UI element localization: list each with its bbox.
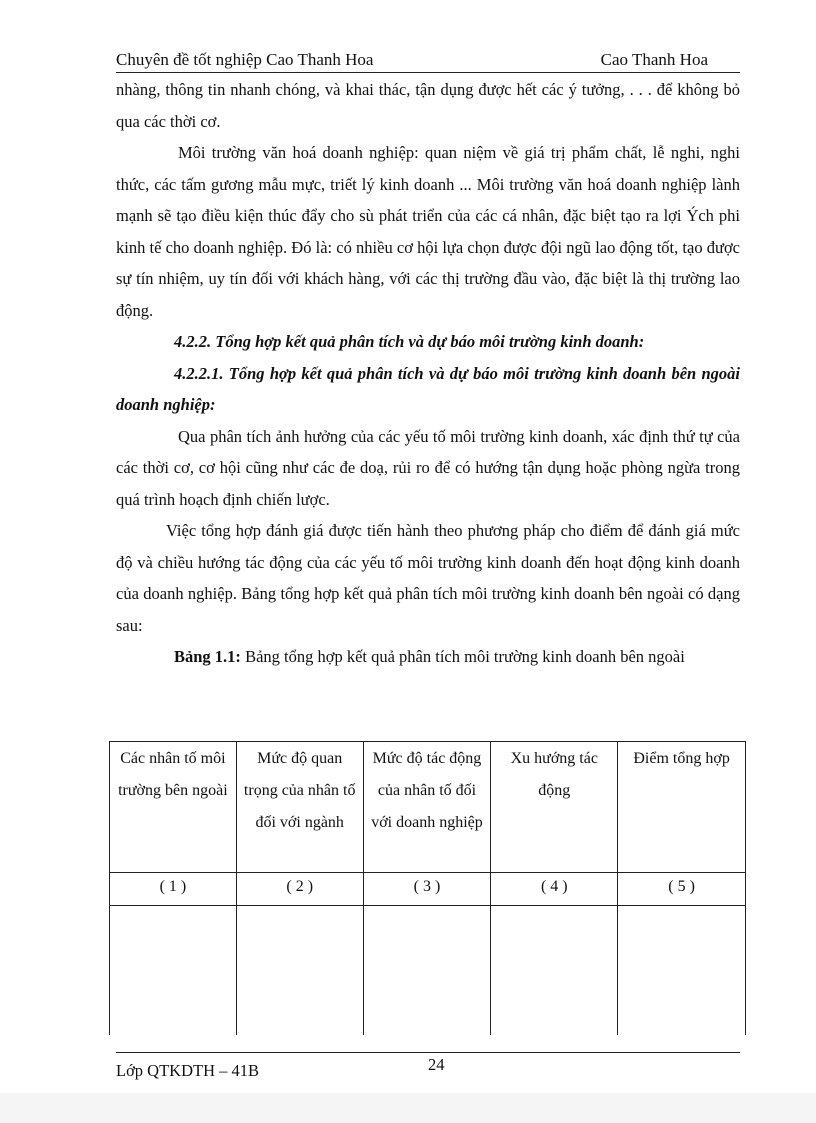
table-caption — [116, 641, 740, 673]
footer-class-name: Lớp QTKDTH – 41B — [116, 1061, 260, 1080]
table-header-row — [110, 742, 746, 873]
document-body — [116, 74, 740, 673]
subsection-heading: 4.2.2.1. Tổng hợp kết quả phân tích và dự báo môi trường kinh doanh bên ngoài doanh nghiệp: — [116, 363, 740, 414]
header-title: Chuyên đề tốt nghiệp Cao Thanh Hoa — [116, 50, 374, 69]
column-number: ( 4 ) — [491, 873, 618, 906]
paragraph: Việc tổng hợp đánh giá được tiến hành theo phương pháp cho điểm để đánh giá mức độ và chiều hướng tác động của các yếu tố môi trường kinh doanh đến hoạt động kinh doanh của doanh nghiệp. Bảng tổng hợp kết quả phân tích môi trường kinh doanh bên ngoài có dạng sau: — [116, 521, 740, 635]
column-number: ( 3 ) — [363, 873, 491, 906]
page-number: 24 — [428, 1055, 445, 1074]
header-author: Cao Thanh Hoa — [600, 50, 708, 69]
page-bottom-margin — [0, 1093, 816, 1123]
section-heading: 4.2.2. Tổng hợp kết quả phân tích và dự báo môi trường kinh doanh: — [174, 332, 645, 351]
caption-text: Bảng tổng hợp kết quả phân tích môi trường kinh doanh bên ngoài — [240, 647, 685, 666]
paragraph: Qua phân tích ảnh hưởng của các yếu tố môi trường kinh doanh, xác định thứ tự của các thời cơ, cơ hội cũng như các đe doạ, rủi ro để có hướng tận dụng hoặc phòng ngừa trong quá trình hoạch định chiến lược. — [116, 426, 740, 509]
table-number-row — [110, 873, 746, 906]
paragraph: Môi trường văn hoá doanh nghiệp: quan niệm về giá trị phẩm chất, lễ nghi, nghi thức, các tấm gương mẫu mực, triết lý kinh doanh ... Môi trường văn hoá doanh nghiệp lành mạnh sẽ tạo điều kiện thúc đẩy cho sù phát triển của các cá nhân, đặc biệt tạo ra lợi Ých phi kinh tế cho doanh nghiệp. Đó là: có nhiều cơ hội lựa chọn được đội ngũ lao động tốt, tạo được sự tín nhiệm, uy tín đối với khách hàng, với các thị trường đầu vào, đặc biệt là thị trường lao động. — [116, 143, 740, 320]
table-header-cell: Các nhân tố môi trường bên ngoài — [110, 742, 237, 873]
table-header-cell: Mức độ quan trọng của nhân tố đối với ngành — [236, 742, 363, 873]
page-footer — [116, 1052, 740, 1080]
column-number: ( 2 ) — [236, 873, 363, 906]
table-header-cell: Mức độ tác động của nhân tố đối với doanh nghiệp — [363, 742, 491, 873]
table-header-cell: Xu hướng tác động — [491, 742, 618, 873]
table-cell — [236, 906, 363, 1036]
caption-label: Bảng 1.1: — [174, 647, 241, 666]
column-number: ( 1 ) — [110, 873, 237, 906]
table-cell — [618, 906, 746, 1036]
analysis-table — [109, 741, 746, 1035]
table-empty-row — [110, 906, 746, 1036]
table-cell — [110, 906, 237, 1036]
column-number: ( 5 ) — [618, 873, 746, 906]
table-cell — [363, 906, 491, 1036]
table-cell — [491, 906, 618, 1036]
page-header — [116, 50, 740, 73]
table-header-cell: Điểm tổng hợp — [618, 742, 746, 873]
paragraph: nhàng, thông tin nhanh chóng, và khai thác, tận dụng được hết các ý tưởng, . . . để không bỏ qua các thời cơ. — [116, 80, 740, 131]
